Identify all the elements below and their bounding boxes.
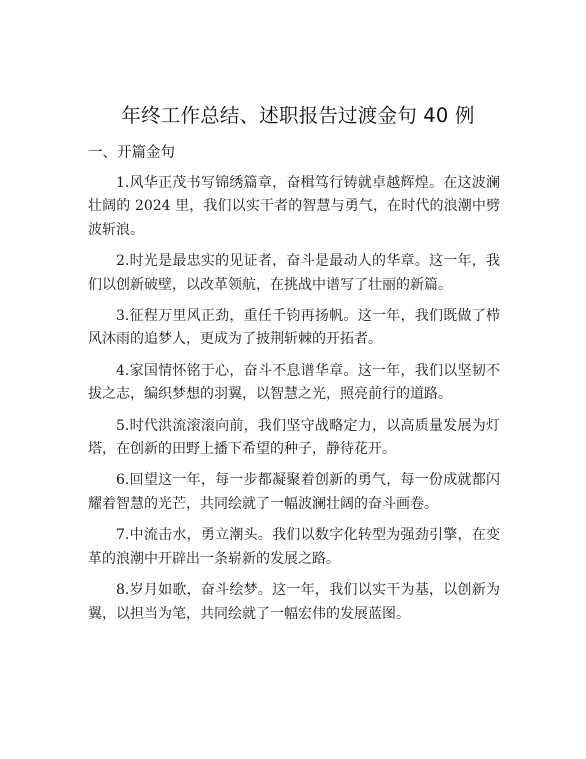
quote-item-4: 4.家国情怀铭于心，奋斗不息谱华章。这一年，我们以坚韧不拔之志，编织梦想的羽翼，以智慧之光，照亮前行的道路。 [88,362,500,403]
section-heading: 一、开篇金句 [88,145,175,161]
quote-item-6: 6.回望这一年，每一步都凝聚着创新的勇气，每一份成就都闪耀着智慧的光芒，共同绘就了一幅波澜壮阔的奋斗画卷。 [88,472,500,512]
document-title: 年终工作总结、述职报告过渡金句 40 例 [121,104,475,127]
quote-item-8: 8.岁月如歌，奋斗绘梦。这一年，我们以实干为基，以创新为翼，以担当为笔，共同绘就了一幅宏伟的发展蓝图。 [88,582,500,622]
quote-list [88,172,500,634]
quote-item-5: 5.时代洪流滚滚向前，我们坚守战略定力，以高质量发展为灯塔，在创新的田野上播下希望的种子，静待花开。 [88,417,500,458]
quote-item-2: 2.时光是最忠实的见证者，奋斗是最动人的华章。这一年，我们以创新破壁，以改革领航，在挑战中谱写了壮丽的新篇。 [88,253,500,293]
quote-item-1: 1.风华正茂书写锦绣篇章，奋楫笃行铸就卓越辉煌。在这波澜壮阔的 2024 里，我们以实干者的智慧与勇气，在时代的浪潮中劈波斩浪。 [88,175,500,238]
quote-item-3: 3.征程万里风正劲，重任千钧再扬帆。这一年，我们既做了栉风沐雨的追梦人，更成为了披荆斩棘的开拓者。 [88,308,500,348]
quote-item-7: 7.中流击水，勇立潮头。我们以数字化转型为强劲引擎，在变革的浪潮中开辟出一条崭新的发展之路。 [88,527,500,567]
